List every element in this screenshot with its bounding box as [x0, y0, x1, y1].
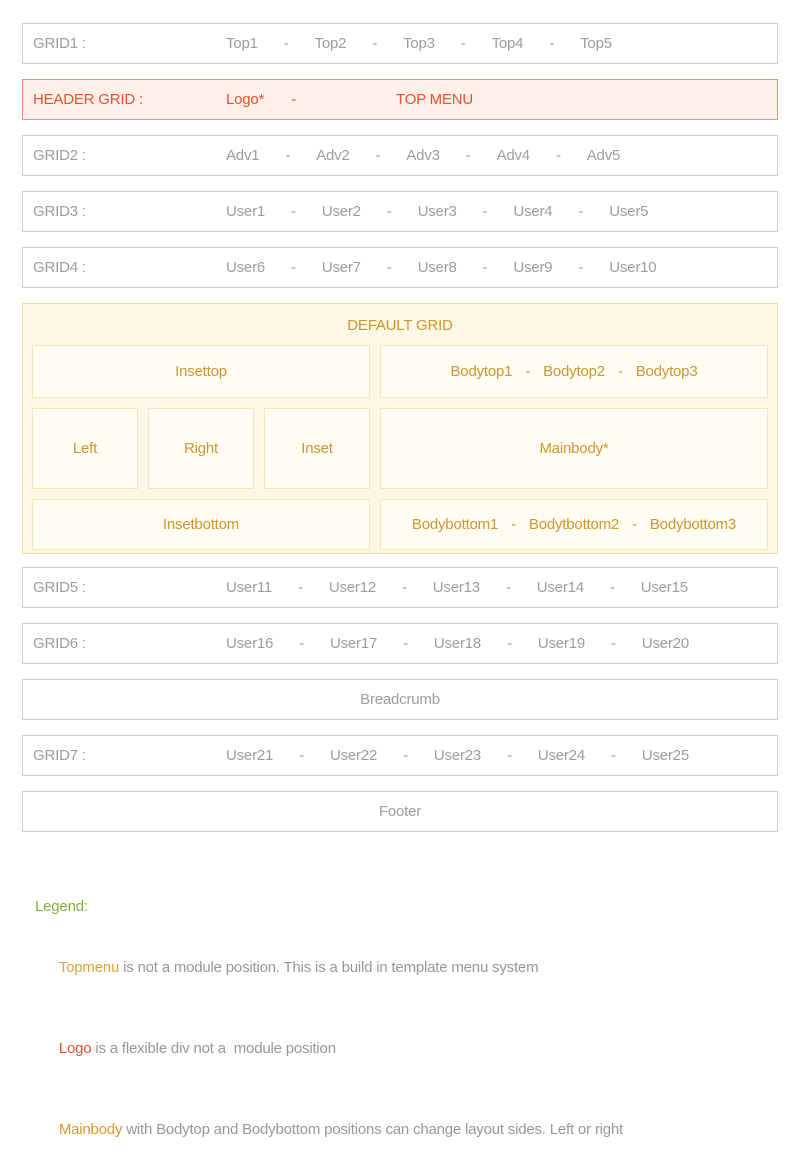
breadcrumb-label: Breadcrumb — [360, 691, 440, 708]
separator: - — [578, 203, 584, 220]
default-grid-body — [32, 345, 768, 550]
grid6-label: GRID6 : — [33, 635, 86, 652]
separator: - — [291, 203, 296, 220]
module-position: User8 — [417, 259, 457, 276]
separator: - — [578, 259, 584, 276]
grid5-label: GRID5 : — [33, 579, 86, 596]
module-position: User12 — [328, 579, 376, 596]
separator: - — [507, 635, 512, 652]
grid7-positions — [226, 747, 689, 764]
module-position: Bodybottom1 — [411, 516, 499, 533]
module-position: User16 — [226, 635, 274, 652]
inset-position — [264, 408, 370, 489]
insetbottom-position — [32, 499, 370, 550]
separator: - — [505, 579, 511, 596]
separator: - — [386, 259, 392, 276]
module-position: User6 — [226, 259, 266, 276]
grid6-positions — [226, 635, 689, 652]
bodybottom-positions — [380, 499, 768, 550]
module-position: User14 — [536, 579, 584, 596]
separator: - — [386, 203, 392, 220]
header-grid-row — [22, 79, 778, 120]
separator: - — [609, 579, 615, 596]
module-position: Bodybottom3 — [649, 516, 737, 533]
grid1-row — [22, 23, 778, 64]
legend-line-logo — [35, 1008, 778, 1089]
grid2-label: GRID2 : — [33, 147, 86, 164]
bodytop-positions — [380, 345, 768, 398]
breadcrumb-row — [22, 679, 778, 720]
bodytop-items — [451, 363, 698, 380]
module-position: Adv3 — [406, 147, 440, 164]
module-position: Bodytop3 — [635, 363, 698, 380]
separator: - — [460, 35, 466, 52]
legend-term-topmenu: Topmenu — [58, 959, 120, 976]
module-position: User25 — [641, 747, 689, 764]
grid1-positions — [226, 35, 612, 52]
module-position: Bodytbottom2 — [528, 516, 620, 533]
default-grid-left-column — [32, 345, 370, 550]
grid2-positions — [226, 147, 620, 164]
right-label: Right — [183, 440, 219, 457]
grid4-row — [22, 247, 778, 288]
logo-position: Logo* — [226, 91, 265, 108]
module-position: User4 — [513, 203, 553, 220]
grid7-row — [22, 735, 778, 776]
default-grid-title: DEFAULT GRID — [347, 317, 453, 334]
grid3-label: GRID3 : — [33, 203, 86, 220]
footer-label: Footer — [378, 803, 422, 820]
header-grid-label: HEADER GRID : — [33, 91, 143, 108]
module-position: Bodytop1 — [450, 363, 513, 380]
module-position: User23 — [433, 747, 482, 764]
legend-term-mainbody: Mainbody — [58, 1121, 123, 1138]
module-position: User22 — [329, 747, 378, 764]
separator: - — [632, 516, 637, 533]
separator: - — [402, 579, 407, 596]
module-position: User17 — [329, 635, 378, 652]
separator: - — [611, 747, 616, 764]
footer-row — [22, 791, 778, 832]
module-position: User1 — [226, 203, 266, 220]
mainbody-position — [380, 408, 768, 489]
bodybottom-items — [412, 516, 736, 533]
module-position: User13 — [432, 579, 480, 596]
grid4-label: GRID4 : — [33, 259, 86, 276]
separator: - — [511, 516, 516, 533]
separator: - — [611, 635, 616, 652]
left-label: Left — [72, 440, 98, 457]
module-position: Adv1 — [226, 147, 260, 164]
module-position: Top3 — [403, 35, 435, 52]
separator: - — [403, 635, 408, 652]
separator: - — [482, 259, 488, 276]
separator: - — [372, 35, 378, 52]
separator: - — [375, 147, 381, 164]
mainbody-label: Mainbody* — [539, 440, 609, 457]
separator: - — [299, 747, 304, 764]
grid2-row — [22, 135, 778, 176]
module-position: Adv2 — [316, 147, 350, 164]
separator: - — [465, 147, 471, 164]
legend-line-mainbody — [35, 1089, 778, 1170]
separator: - — [507, 747, 512, 764]
separator: - — [482, 203, 488, 220]
side-columns-row — [32, 408, 370, 489]
module-position: User21 — [226, 747, 274, 764]
separator: - — [298, 579, 303, 596]
module-position: User10 — [609, 259, 657, 276]
module-position: User7 — [321, 259, 361, 276]
module-position: Top4 — [491, 35, 524, 52]
module-position: User19 — [537, 635, 586, 652]
module-position: Top5 — [580, 35, 612, 52]
insetbottom-label: Insetbottom — [162, 516, 240, 533]
separator: - — [555, 147, 561, 164]
insettop-label: Insettop — [175, 363, 227, 380]
grid7-label: GRID7 : — [33, 747, 86, 764]
grid5-positions — [226, 579, 688, 596]
separator: - — [617, 363, 623, 380]
module-position: User11 — [226, 579, 273, 596]
legend-text: is a flexible div not a module position — [91, 1040, 336, 1057]
separator: - — [285, 147, 291, 164]
legend-title: Legend: — [35, 898, 88, 915]
module-position: User15 — [640, 579, 688, 596]
left-position — [32, 408, 138, 489]
grid3-positions — [226, 203, 648, 220]
default-grid-right-column — [380, 345, 768, 550]
header-grid-positions — [226, 91, 473, 108]
legend-text: is not a module position. This is a build in template menu system — [119, 959, 539, 976]
module-position: Bodytop2 — [543, 363, 605, 380]
grid1-label: GRID1 : — [33, 35, 86, 52]
grid6-row — [22, 623, 778, 664]
default-grid — [22, 303, 778, 554]
module-position: User3 — [417, 203, 457, 220]
separator: - — [299, 635, 304, 652]
separator: - — [283, 35, 289, 52]
top-menu-position: TOP MENU — [396, 91, 474, 108]
grid5-row — [22, 567, 778, 608]
separator: - — [549, 35, 555, 52]
legend-text: with Bodytop and Bodybottom positions can change layout sides. Left or right — [122, 1121, 624, 1138]
module-position: User2 — [321, 203, 361, 220]
grid4-positions — [226, 259, 656, 276]
grid3-row — [22, 191, 778, 232]
module-position: Adv4 — [496, 147, 530, 164]
separator: - — [291, 259, 296, 276]
separator: - — [403, 747, 408, 764]
module-position: User5 — [609, 203, 649, 220]
module-position: Top2 — [314, 35, 347, 52]
module-position: Top1 — [226, 35, 258, 52]
separator: - — [525, 363, 531, 380]
separator: - — [291, 91, 297, 108]
inset-label: Inset — [301, 440, 333, 457]
module-position: User20 — [641, 635, 689, 652]
legend — [35, 898, 778, 1170]
right-position — [148, 408, 254, 489]
insettop-position — [32, 345, 370, 398]
module-position: User9 — [513, 259, 553, 276]
legend-line-topmenu — [35, 927, 778, 1008]
legend-term-logo: Logo — [58, 1040, 92, 1057]
module-position: User18 — [433, 635, 482, 652]
module-position: User24 — [537, 747, 586, 764]
module-position: Adv5 — [586, 147, 621, 164]
